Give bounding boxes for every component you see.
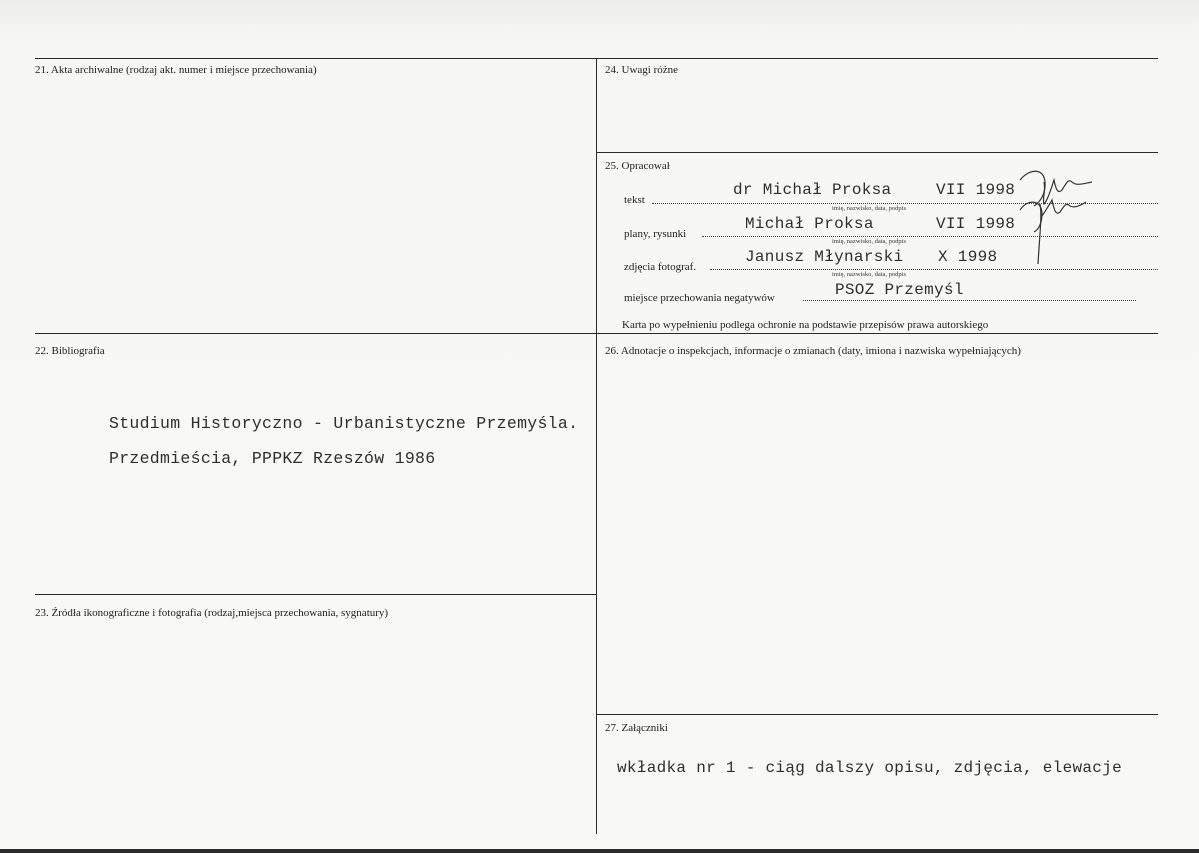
tekst-hint: imię, nazwisko, data, podpis: [832, 205, 907, 212]
negatives-label: miejsce przechowania negatywów: [624, 292, 775, 304]
tekst-date: VII 1998: [936, 181, 1016, 199]
plany-author: Michał Proksa: [745, 215, 874, 233]
section-27-label: 27. Załączniki: [605, 722, 668, 734]
plany-hint: imię, nazwisko, data, podpis: [832, 238, 907, 245]
rule-26-27: [596, 714, 1158, 715]
copyright-note: Karta po wypełnieniu podlega ochronie na podstawie przepisów prawa autorskiego: [622, 319, 989, 331]
section-24-label: 24. Uwagi różne: [605, 64, 679, 76]
zdjecia-date: X 1998: [938, 248, 998, 266]
plany-date: VII 1998: [936, 215, 1016, 233]
section-21-label: 21. Akta archiwalne (rodzaj akt. numer i miejsce przechowania): [35, 64, 317, 76]
section-22-label: 22. Bibliografia: [35, 345, 105, 357]
section-23-label: 23. Źródła ikonograficzne i fotografia (rodzaj,miejsca przechowania, sygnatury): [35, 607, 389, 619]
zdjecia-label: zdjęcia fotograf.: [624, 261, 697, 273]
center-divider: [596, 58, 597, 834]
tekst-author: dr Michał Proksa: [733, 181, 892, 199]
rule-24-25: [596, 152, 1158, 153]
tekst-label: tekst: [624, 194, 645, 206]
plany-label: plany, rysunki: [624, 228, 687, 240]
page-edge: [0, 849, 1199, 853]
negatives-dotted-line: [803, 300, 1136, 301]
signature-graphic: [1000, 160, 1110, 270]
bibliography-line-1: Studium Historyczno - Urbanistyczne Przemyśla.: [109, 414, 579, 433]
section-25-label: 25. Opracował: [605, 160, 670, 172]
bibliography-line-2: Przedmieścia, PPPKZ Rzeszów 1986: [109, 449, 436, 468]
attachments-value: wkładka nr 1 - ciąg dalszy opisu, zdjęcia, elewacje: [617, 759, 1122, 777]
zdjecia-author: Janusz Młynarski: [745, 248, 904, 266]
negatives-location: PSOZ Przemyśl: [835, 281, 964, 299]
zdjecia-hint: imię, nazwisko, data, podpis: [832, 271, 907, 278]
rule-21-22: [35, 333, 1158, 334]
section-26-label: 26. Adnotacje o inspekcjach, informacje o zmianach (daty, imiona i nazwiska wypełniających): [605, 345, 1021, 357]
rule-22-23: [35, 594, 596, 595]
